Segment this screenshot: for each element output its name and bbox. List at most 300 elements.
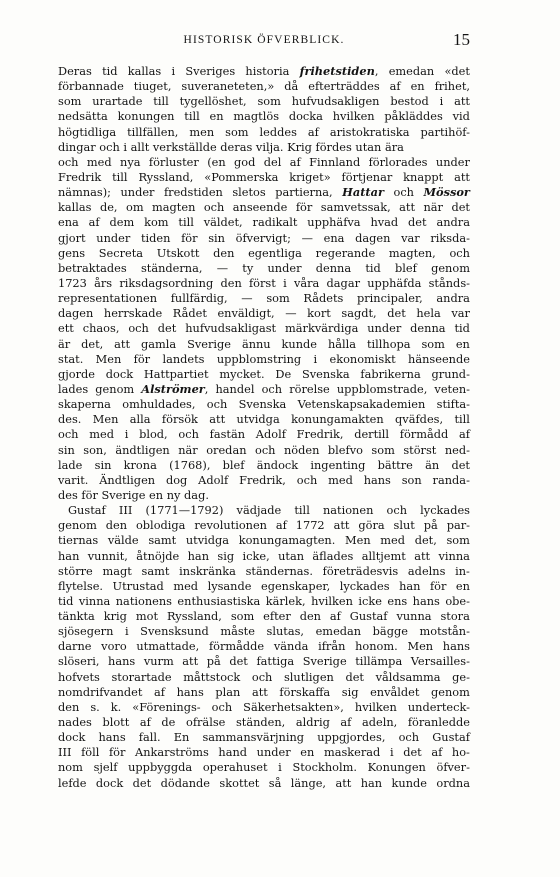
word: Sverige [187, 336, 232, 351]
word: dödande [160, 775, 211, 790]
word: andra [436, 215, 470, 230]
word: på [423, 518, 438, 533]
word: Finnland [309, 154, 361, 169]
word: genom [58, 518, 97, 533]
word: en [410, 79, 425, 94]
word: «Förenings- [132, 699, 201, 714]
word: i [283, 275, 287, 290]
word: under [435, 154, 470, 169]
word: sagdt, [341, 306, 377, 321]
word: Svensksund [140, 624, 209, 639]
word: Fredrik, [239, 472, 286, 487]
word: större [58, 563, 93, 578]
word: af [431, 745, 443, 760]
word: till [153, 94, 169, 109]
text-line [58, 170, 470, 185]
word: dock [58, 730, 86, 745]
word: Fredrik [58, 169, 102, 184]
word: tiernas [58, 533, 99, 548]
word: underteck- [407, 699, 470, 714]
word: Men [92, 412, 119, 427]
word: hänseende [408, 351, 470, 366]
word: motstån- [419, 624, 470, 639]
word: hela [416, 306, 441, 321]
word: uppbyggda [128, 760, 193, 775]
word: föll [81, 745, 100, 760]
word: mot [135, 609, 159, 624]
word: som [230, 609, 255, 624]
text-line [58, 412, 470, 427]
word: ena [323, 230, 345, 245]
italic-term: frihetstiden [299, 64, 375, 78]
word: att [454, 94, 470, 109]
word: att [182, 654, 199, 669]
word: aristokratiska [329, 124, 410, 139]
word: förbannade [58, 79, 124, 94]
word: fall. [138, 730, 161, 745]
word: genom [95, 381, 135, 396]
word: oblodiga [135, 518, 186, 533]
word: i [313, 351, 318, 366]
word: försök [161, 412, 198, 427]
word: fastän [209, 427, 246, 442]
word: ens [387, 593, 408, 608]
word: nöden [283, 442, 320, 457]
word: lade [58, 457, 83, 472]
word: herrskade [103, 306, 163, 321]
italic-term: Alströmer [141, 381, 205, 396]
word: III [58, 745, 72, 760]
word: gjorde [58, 366, 96, 381]
word: andra [436, 291, 470, 306]
word: det [451, 457, 470, 472]
word: Rådets [303, 291, 344, 306]
word: och [255, 442, 276, 457]
word: tid [365, 260, 381, 275]
word: föranledde [407, 715, 470, 730]
word: i [124, 427, 129, 442]
page-header [58, 30, 470, 56]
word: gamla [140, 336, 177, 351]
word: af [389, 79, 401, 94]
word: ge- [452, 669, 470, 684]
word: än [425, 457, 440, 472]
word: skottet [219, 775, 260, 790]
word: han [360, 775, 383, 790]
word: kallas [127, 64, 162, 78]
word: des [58, 487, 78, 502]
word: son, [83, 442, 107, 457]
word: emedan [315, 624, 362, 639]
word: Versailles- [410, 654, 470, 669]
text-line [58, 261, 470, 276]
text-line [58, 518, 470, 533]
text-line [58, 609, 470, 624]
word: lyckades [420, 503, 470, 518]
word: företrädesvis [322, 563, 399, 578]
word: lades [58, 381, 89, 396]
word: Sveriges [185, 64, 236, 78]
text-line [58, 776, 470, 791]
word: adeln, [361, 715, 398, 730]
word: och [296, 472, 318, 487]
text-line [58, 624, 470, 639]
text-line [58, 730, 470, 745]
word: lefde [58, 775, 87, 790]
word: Vetenskapsakademien [297, 397, 426, 412]
word: envåldet [370, 684, 420, 699]
word: par- [446, 518, 470, 533]
word: vinna [78, 593, 111, 608]
word: våra [293, 275, 320, 290]
word: med [173, 578, 199, 593]
word: till [184, 109, 200, 124]
word: Ändtligen [99, 472, 156, 487]
word: en [455, 336, 470, 351]
word: högtidliga [58, 124, 117, 139]
word: hvad [370, 215, 399, 230]
word: till [294, 503, 310, 518]
word: regerande [315, 245, 376, 260]
word: fattiga [256, 654, 295, 669]
word: uppgjordes, [317, 730, 386, 745]
word: nedsätta [58, 109, 108, 124]
text-line [58, 306, 470, 321]
word: åtnöjde [136, 548, 180, 563]
word: Gustaf [68, 503, 106, 518]
word: lyckades [339, 578, 390, 593]
word: blod, [139, 427, 168, 442]
word: och [393, 185, 414, 200]
word: vända [273, 639, 309, 654]
word: det [387, 306, 406, 321]
word: denna [410, 321, 446, 336]
word: slöseri, [58, 654, 100, 669]
word: veten- [434, 381, 470, 396]
word: öfver- [436, 760, 470, 775]
word: den [213, 245, 235, 260]
word: af [340, 715, 352, 730]
word: Stockholm. [292, 760, 357, 775]
word: ett [58, 321, 74, 336]
word: den [58, 699, 80, 714]
word: principaler, [357, 291, 423, 306]
word: hofvets [58, 669, 100, 684]
word: af [459, 427, 470, 442]
word: dock [105, 366, 134, 381]
word: hans [442, 639, 470, 654]
word: denna [315, 260, 352, 275]
word: ofrälse [185, 715, 226, 730]
word: des. [58, 412, 82, 427]
word: — [241, 291, 253, 306]
word: En [173, 730, 190, 745]
text-line [58, 140, 470, 155]
text-line [58, 700, 470, 715]
word: som [371, 442, 395, 457]
word: voro [101, 639, 127, 654]
word: bestod [390, 94, 429, 109]
word: III [118, 503, 133, 518]
word: aldrig [295, 715, 330, 730]
word: lysande [207, 578, 252, 593]
word: länge, [290, 775, 327, 790]
word: historia [245, 64, 290, 78]
word: och [251, 669, 273, 684]
word: den [105, 518, 128, 533]
word: han [399, 578, 421, 593]
word: och [128, 321, 149, 336]
word: dingar [58, 139, 96, 154]
word: när [178, 442, 198, 457]
word: in- [455, 563, 470, 578]
word: tid [58, 593, 74, 608]
word: en [300, 745, 315, 760]
word: och [449, 245, 470, 260]
word: måttstock [183, 669, 241, 684]
text-line [58, 215, 470, 230]
word: med [380, 533, 406, 548]
word: sin [58, 442, 75, 457]
word: och [58, 427, 79, 442]
word: Ankarströms [135, 745, 209, 760]
word: darne [58, 639, 92, 654]
word: hufvudsakligast [185, 321, 277, 336]
word: under [120, 185, 155, 200]
word: De [275, 366, 292, 381]
word: utmattade, [136, 639, 200, 654]
word: under [256, 745, 291, 760]
word: slutligen [283, 669, 334, 684]
word: stånds- [428, 275, 470, 290]
word: Hattpartiet [143, 366, 209, 381]
word: som [225, 124, 249, 139]
word: och [178, 427, 199, 442]
text-line [58, 427, 470, 442]
word: blef [222, 457, 245, 472]
word: utan [355, 139, 382, 154]
text-line [58, 443, 470, 458]
word: konungen [117, 109, 175, 124]
word: bättre [377, 457, 413, 472]
word: samt [141, 563, 170, 578]
word: väldet, [203, 215, 243, 230]
word: förtjenar [341, 169, 393, 184]
word: — [216, 260, 229, 275]
word: som [58, 94, 82, 109]
word: en [209, 109, 224, 124]
word: ständernas. [245, 563, 313, 578]
word: och [398, 730, 420, 745]
word: egenskaper, [260, 578, 331, 593]
word: Alströmer, [141, 381, 209, 396]
word: tillämpa [355, 654, 403, 669]
word: nämnas); [58, 185, 111, 200]
word: «det [444, 64, 470, 78]
word: deras [220, 139, 253, 154]
word: hufvudsakligen [291, 94, 380, 109]
word: vurm [143, 654, 174, 669]
word: vunnit, [87, 548, 128, 563]
word: dock [95, 775, 124, 790]
word: utan [278, 548, 305, 563]
word: till [112, 169, 128, 184]
word: och [261, 381, 283, 396]
word: ho- [451, 745, 470, 760]
word: alltjemt [361, 548, 406, 563]
word: i [278, 760, 282, 775]
word: tygellöshet, [179, 94, 247, 109]
word: chaos, [82, 321, 120, 336]
word: utvidga [236, 412, 280, 427]
word: nationens [115, 593, 172, 608]
word: förlorades [368, 154, 428, 169]
word: landets [162, 351, 205, 366]
word: Men [345, 533, 371, 548]
word: Utskott [156, 245, 200, 260]
word: docka [288, 109, 323, 124]
word: enthusiastiska [177, 593, 261, 608]
word: och [211, 699, 233, 714]
word: ekonomiskt [329, 351, 396, 366]
word: magten [152, 200, 196, 215]
word: tiuget, [133, 79, 172, 94]
word: hans [412, 593, 440, 608]
word: omhuldades, [122, 397, 196, 412]
word: som [421, 336, 445, 351]
word: hans [98, 730, 126, 745]
word: kriget» [289, 169, 331, 184]
text-line [58, 231, 470, 246]
word: kärlek, [265, 593, 306, 608]
word: sletos [232, 185, 266, 200]
word: efterträddes [308, 79, 380, 94]
word: tänkta [58, 609, 95, 624]
word: efter [263, 609, 291, 624]
text-line [58, 382, 470, 397]
word: ständerna, [140, 260, 203, 275]
word: ordna [436, 775, 470, 790]
text-line [58, 352, 470, 367]
word: hans [108, 654, 136, 669]
word: med [86, 154, 112, 169]
word: det [345, 669, 364, 684]
word: hvilken [311, 593, 353, 608]
word: det, [81, 336, 104, 351]
word: äflades [312, 548, 354, 563]
word: till [178, 215, 194, 230]
word: Ryssland, [138, 169, 194, 184]
word: upphäfda [367, 275, 422, 290]
word: sig [341, 684, 359, 699]
word: som [446, 533, 470, 548]
word: så [268, 775, 282, 790]
word: att [399, 200, 416, 215]
text-line [58, 503, 470, 518]
word: till [454, 412, 470, 427]
word: Gustaf [349, 609, 388, 624]
word: hans [363, 472, 391, 487]
word: Secreta [98, 245, 144, 260]
text-line [58, 185, 470, 200]
word: var [401, 230, 420, 245]
word: märkvärdiga [285, 321, 359, 336]
word: 1772 [295, 518, 325, 533]
word: kunde [391, 775, 427, 790]
word: ingenting [310, 457, 366, 472]
word: en [149, 487, 164, 502]
word: hans [176, 684, 204, 699]
word: sin [94, 457, 112, 472]
word: först [248, 275, 276, 290]
word: vid [452, 109, 470, 124]
word [342, 185, 384, 200]
word: Adolf [198, 472, 229, 487]
word: han [58, 548, 80, 563]
word: upphäfva [307, 215, 361, 230]
word: Ryssland, [166, 609, 222, 624]
word: för [108, 745, 126, 760]
word: han [187, 548, 209, 563]
text-line [58, 291, 470, 306]
word: kallas [58, 200, 92, 215]
text-line [58, 367, 470, 382]
word: Säkerhetsakten», [243, 699, 344, 714]
word: att [414, 548, 431, 563]
text-line [58, 109, 470, 124]
text-line [58, 549, 470, 564]
word: s. [90, 699, 100, 714]
word: stat. [58, 351, 84, 366]
word: och [99, 139, 120, 154]
text-line [58, 745, 470, 760]
word: på [206, 654, 221, 669]
word: och [386, 503, 408, 518]
word: och [203, 200, 225, 215]
word: i [389, 745, 394, 760]
word: det, [414, 533, 437, 548]
word: son [401, 472, 422, 487]
word: under [367, 321, 402, 336]
text-line [58, 670, 470, 685]
word: års [94, 275, 113, 290]
word: samvetssak, [320, 200, 391, 215]
word: de [161, 715, 176, 730]
word: (en [207, 154, 226, 169]
word: icke [358, 593, 382, 608]
word: det [132, 775, 152, 790]
word: flytelse. [58, 578, 104, 593]
word: nomdrifvandet [58, 684, 143, 699]
text-line [58, 276, 470, 291]
text-line [58, 715, 470, 730]
word: uppblomstring [216, 351, 302, 366]
word: anseende [232, 200, 288, 215]
word: partihöf- [420, 124, 470, 139]
text-line [58, 594, 470, 609]
word: förskaffa [279, 684, 331, 699]
word: Deras [58, 64, 92, 78]
word: att [335, 775, 352, 790]
word: störst [403, 442, 437, 457]
word: ständen, [235, 715, 286, 730]
word: under [96, 230, 131, 245]
text-line [58, 79, 470, 94]
word: randa- [432, 472, 470, 487]
word: grund- [431, 366, 470, 381]
word: kom [144, 215, 169, 230]
word: dertill [354, 427, 390, 442]
